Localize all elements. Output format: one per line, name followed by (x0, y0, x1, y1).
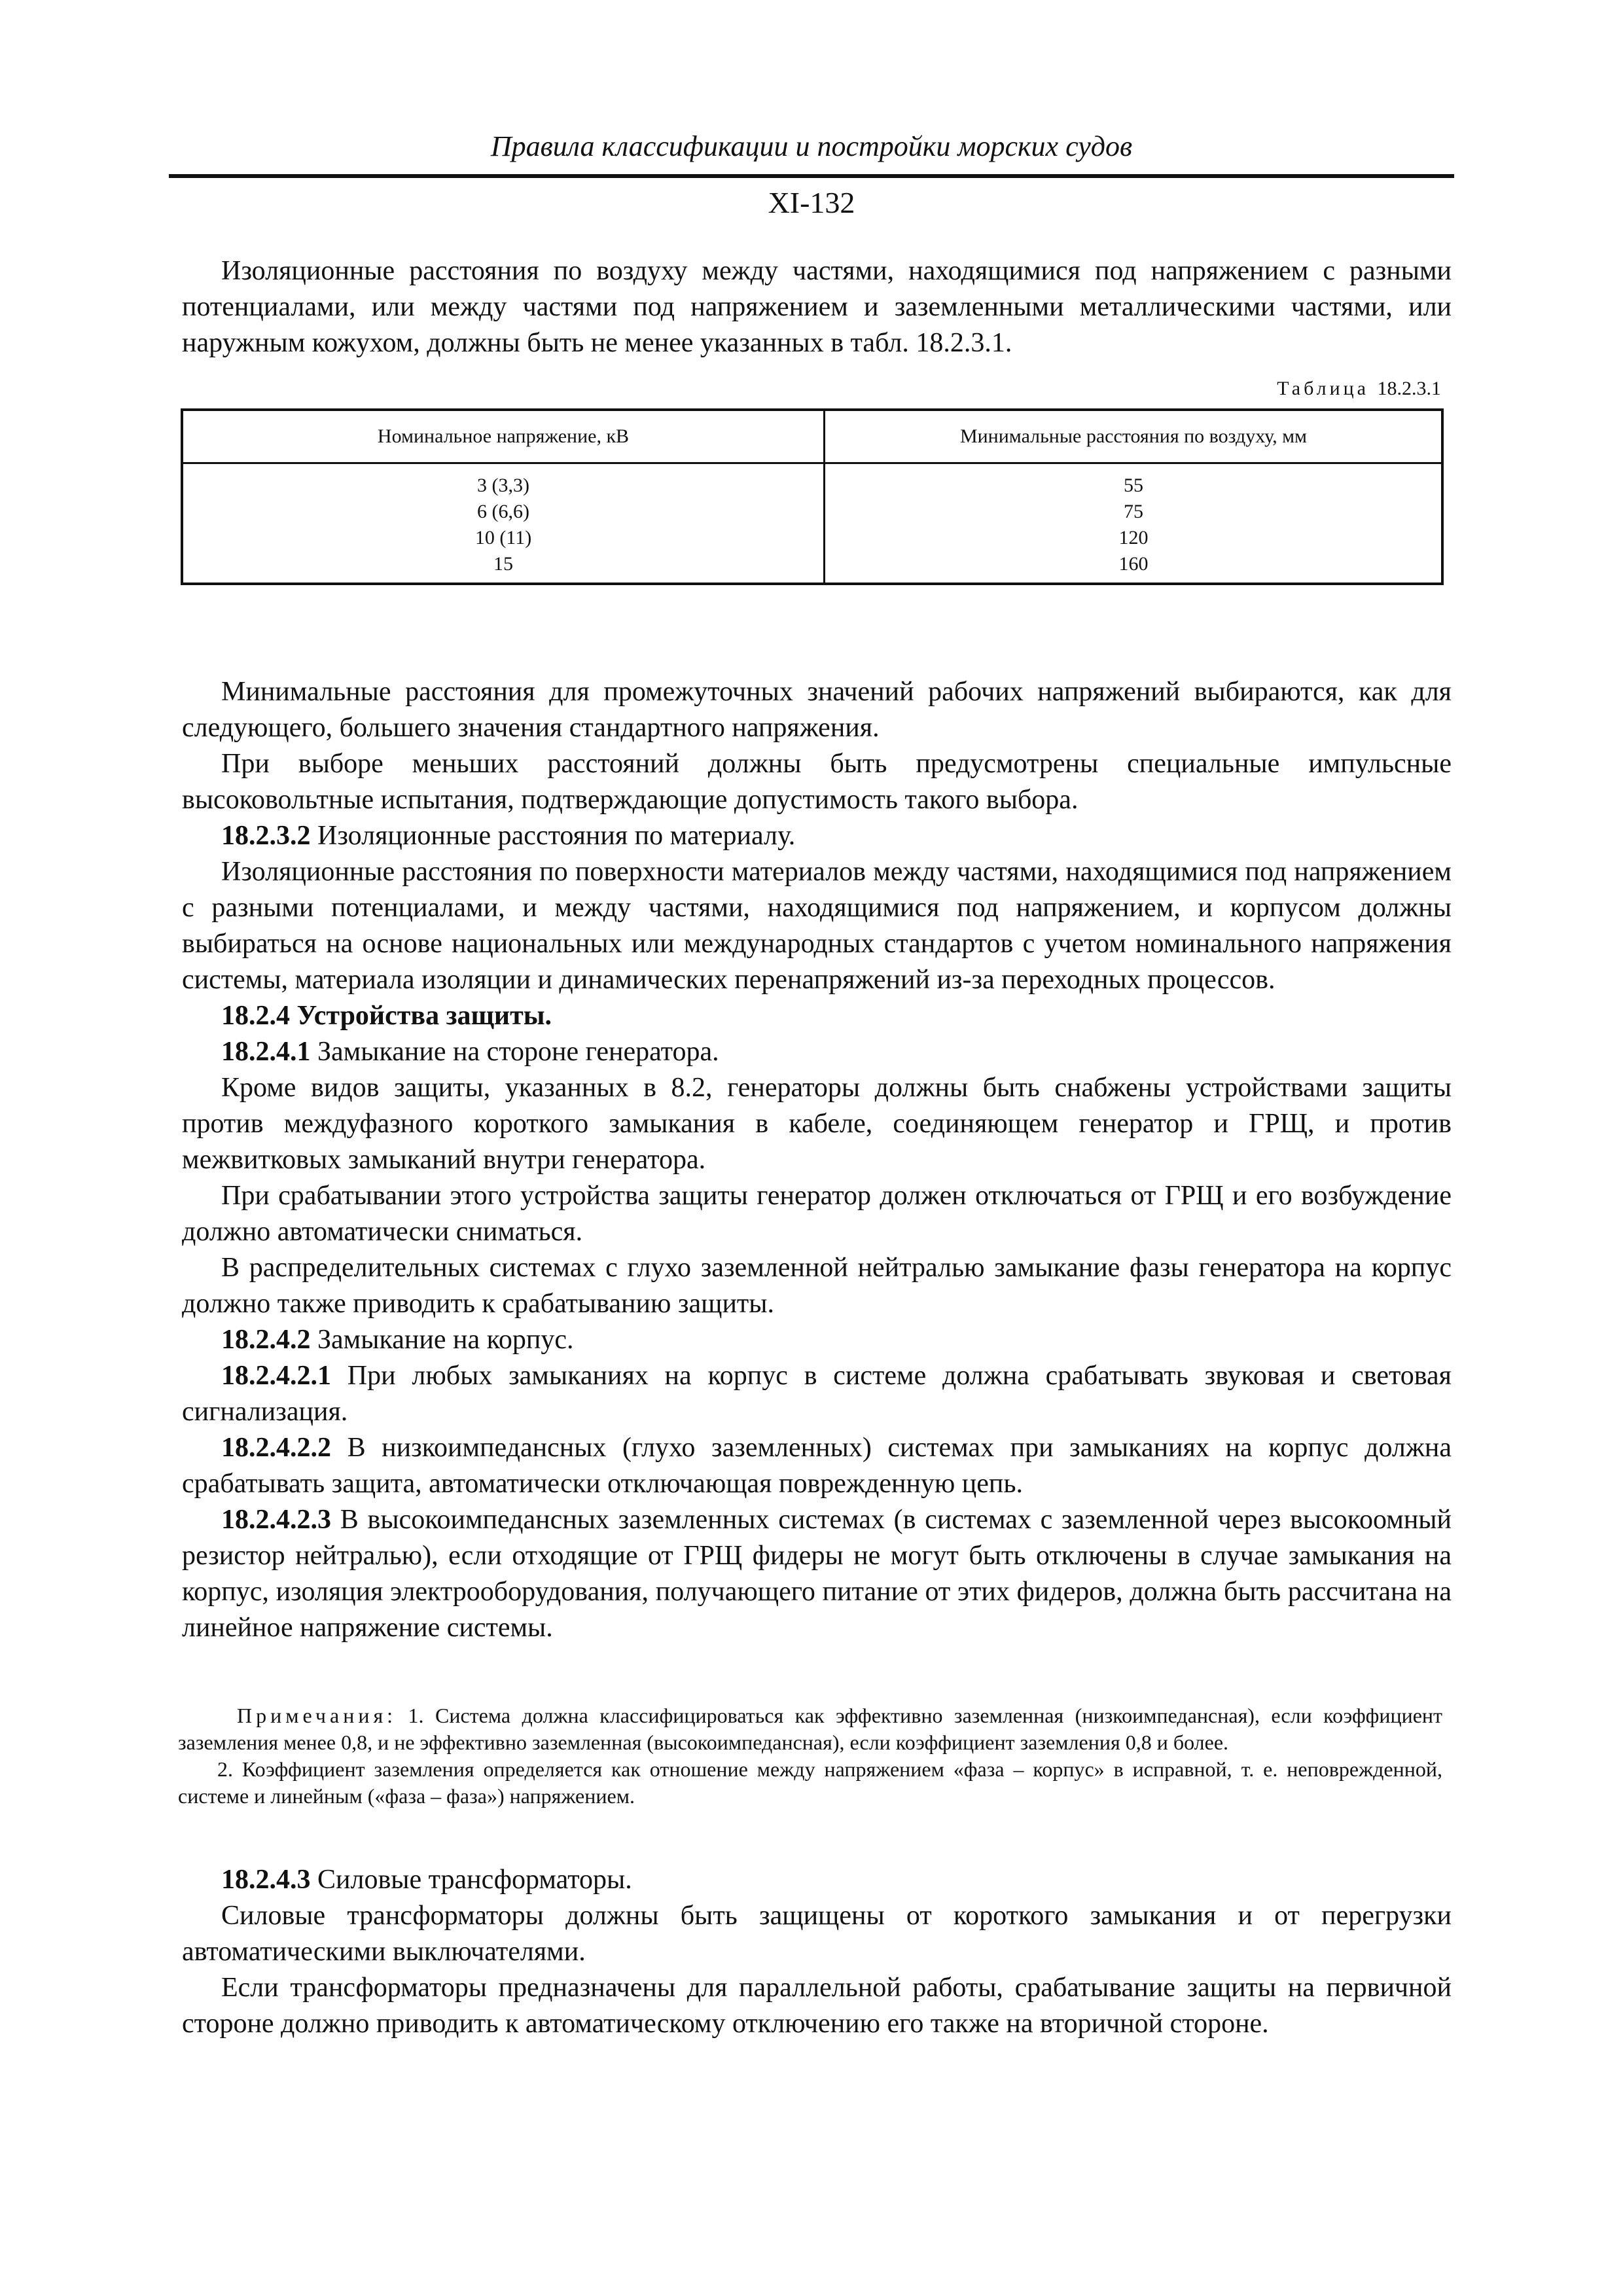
table-caption-number: 18.2.3.1 (1377, 378, 1441, 399)
voltage-cell: 6 (6,6) (477, 501, 529, 522)
page-number: XI-132 (768, 186, 855, 219)
voltage-cell: 10 (11) (474, 527, 532, 548)
table-column-divider (823, 411, 825, 583)
intro-text: Изоляционные расстояния по воздуху между частями, находящимися под напряжением с разными потенциалами, или между частями под напряжением и заземленными металлическими частями, или наружным кожухом, должны быть не менее указанных в табл. 18.2.3.1. (182, 256, 1452, 358)
clause-18-2-4-1: 18.2.4.1 Замыкание на стороне генератора. (221, 1037, 719, 1067)
distance-cell: 120 (1118, 527, 1149, 548)
clause-18-2-4-2-2: 18.2.4.2.2 В низкоимпедансных (глухо заземленных) системах при замыканиях на корпус должна срабатывать защита, автоматически отключающая поврежденную цепь. (182, 1433, 1452, 1499)
clause-number: 18.2.4.1 (221, 1037, 311, 1067)
distance-cell: 160 (1118, 553, 1149, 575)
clause-18-2-4-2-1: 18.2.4.2.1 При любых замыканиях на корпус в системе должна срабатывать звуковая и световая сигнализация. (182, 1361, 1452, 1427)
clause-18-2-4-2: 18.2.4.2 Замыкание на корпус. (221, 1325, 574, 1355)
section-heading-18-2-4 (182, 998, 1452, 1034)
clause-number: 18.2.4.2.3 (221, 1505, 331, 1535)
distance-cell: 55 (1124, 475, 1143, 496)
table-header-divider (183, 462, 1441, 464)
notes-label: Примечания: (237, 1704, 397, 1727)
voltage-cell: 3 (3,3) (477, 475, 529, 496)
paragraph-generator-trip: При срабатывании этого устройства защиты генератор должен отключаться от ГРЩ и его возбуждение должно автоматически сниматься. (182, 1181, 1452, 1247)
paragraph-impulse-tests: При выборе меньших расстояний должны быть предусмотрены специальные импульсные высоковольтные испытания, подтверждающие допустимость такого выбора. (182, 749, 1452, 815)
clearance-table (181, 408, 1444, 585)
clause-18-2-4-3: 18.2.4.3 Силовые трансформаторы. (221, 1865, 632, 1895)
running-header-title: Правила классификации и постройки морских судов (490, 130, 1133, 162)
intro-paragraph (182, 253, 1452, 361)
paragraph-grounded-neutral: В распределительных системах с глухо заземленной нейтралью замыкание фазы генератора на корпус должно также приводить к срабатыванию защиты. (182, 1253, 1452, 1319)
clause-number: 18.2.4.3 (221, 1865, 311, 1895)
clause-number: 18.2.4.2.1 (221, 1361, 331, 1391)
clause-18-2-4-2-3: 18.2.4.2.3 В высокоимпедансных заземленных системах (в системах с заземленной через высокоомный резистор нейтралью), если отходящие от ГРЩ фидеры не могут быть отключены в случае замыкания на корпус, изоляция электрооборудования, получающего питание от этих фидеров, должна быть рассчитана на линейное напряжение системы. (182, 1505, 1452, 1643)
transformer-section (182, 1862, 1452, 2042)
main-section (182, 674, 1452, 1646)
paragraph-generator-protection: Кроме видов защиты, указанных в 8.2, генераторы должны быть снабжены устройствами защиты против междуфазного короткого замыкания в кабеле, соединяющем генератор и ГРЩ, и против межвитковых замыканий внутри генератора. (182, 1073, 1452, 1175)
section-heading: 18.2.4 Устройства защиты. (221, 1001, 552, 1031)
note-2: 2. Коэффициент заземления определяется как отношение между напряжением «фаза – корпус» в исправной, т. е. неповрежденной, системе и линейным («фаза – фаза») напряжением. (178, 1757, 1442, 1808)
table-caption-label: Таблица (1277, 378, 1369, 399)
table-caption (785, 376, 1441, 402)
paragraph-transformer-protection: Силовые трансформаторы должны быть защищены от короткого замыкания и от перегрузки автоматическими выключателями. (182, 1901, 1452, 1967)
table-header-distance: Минимальные расстояния по воздуху, мм (959, 425, 1308, 447)
clause-number: 18.2.4.2 (221, 1325, 311, 1355)
clause-number: 18.2.3.2 (221, 821, 311, 851)
notes-block (178, 1702, 1442, 1810)
header-rule (169, 174, 1454, 178)
note-1: Примечания: 1. Система должна классифицироваться как эффективно заземленная (низкоимпедансная), если коэффициент заземления менее 0,8, и не эффективно заземленная (высокоимпедансная), если коэффициент заземления 0,8 и более. (178, 1704, 1442, 1754)
distance-column (826, 473, 1441, 577)
clause-18-2-3-2: 18.2.3.2 Изоляционные расстояния по материалу. (221, 821, 796, 851)
clause-number: 18.2.4.2.2 (221, 1433, 331, 1463)
table-header-voltage: Номинальное напряжение, кВ (377, 425, 630, 447)
voltage-cell: 15 (493, 553, 513, 575)
paragraph-surface-clearance: Изоляционные расстояния по поверхности материалов между частями, находящимися под напряжением с разными потенциалами, и между частями, находящимися под напряжением, и корпусом должны выбираться на основе национальных или международных стандартов с учетом номинального напряжения системы, материала изоляции и динамических перенапряжений из-за переходных процессов. (182, 857, 1452, 995)
voltage-column (183, 473, 823, 577)
distance-cell: 75 (1124, 501, 1143, 522)
paragraph-parallel-operation: Если трансформаторы предназначены для параллельной работы, срабатывание защиты на первичной стороне должно приводить к автоматическому отключению его также на вторичной стороне. (182, 1973, 1452, 2039)
paragraph-intermediate-values: Минимальные расстояния для промежуточных значений рабочих напряжений выбираются, как для следующего, большего значения стандартного напряжения. (182, 677, 1452, 743)
